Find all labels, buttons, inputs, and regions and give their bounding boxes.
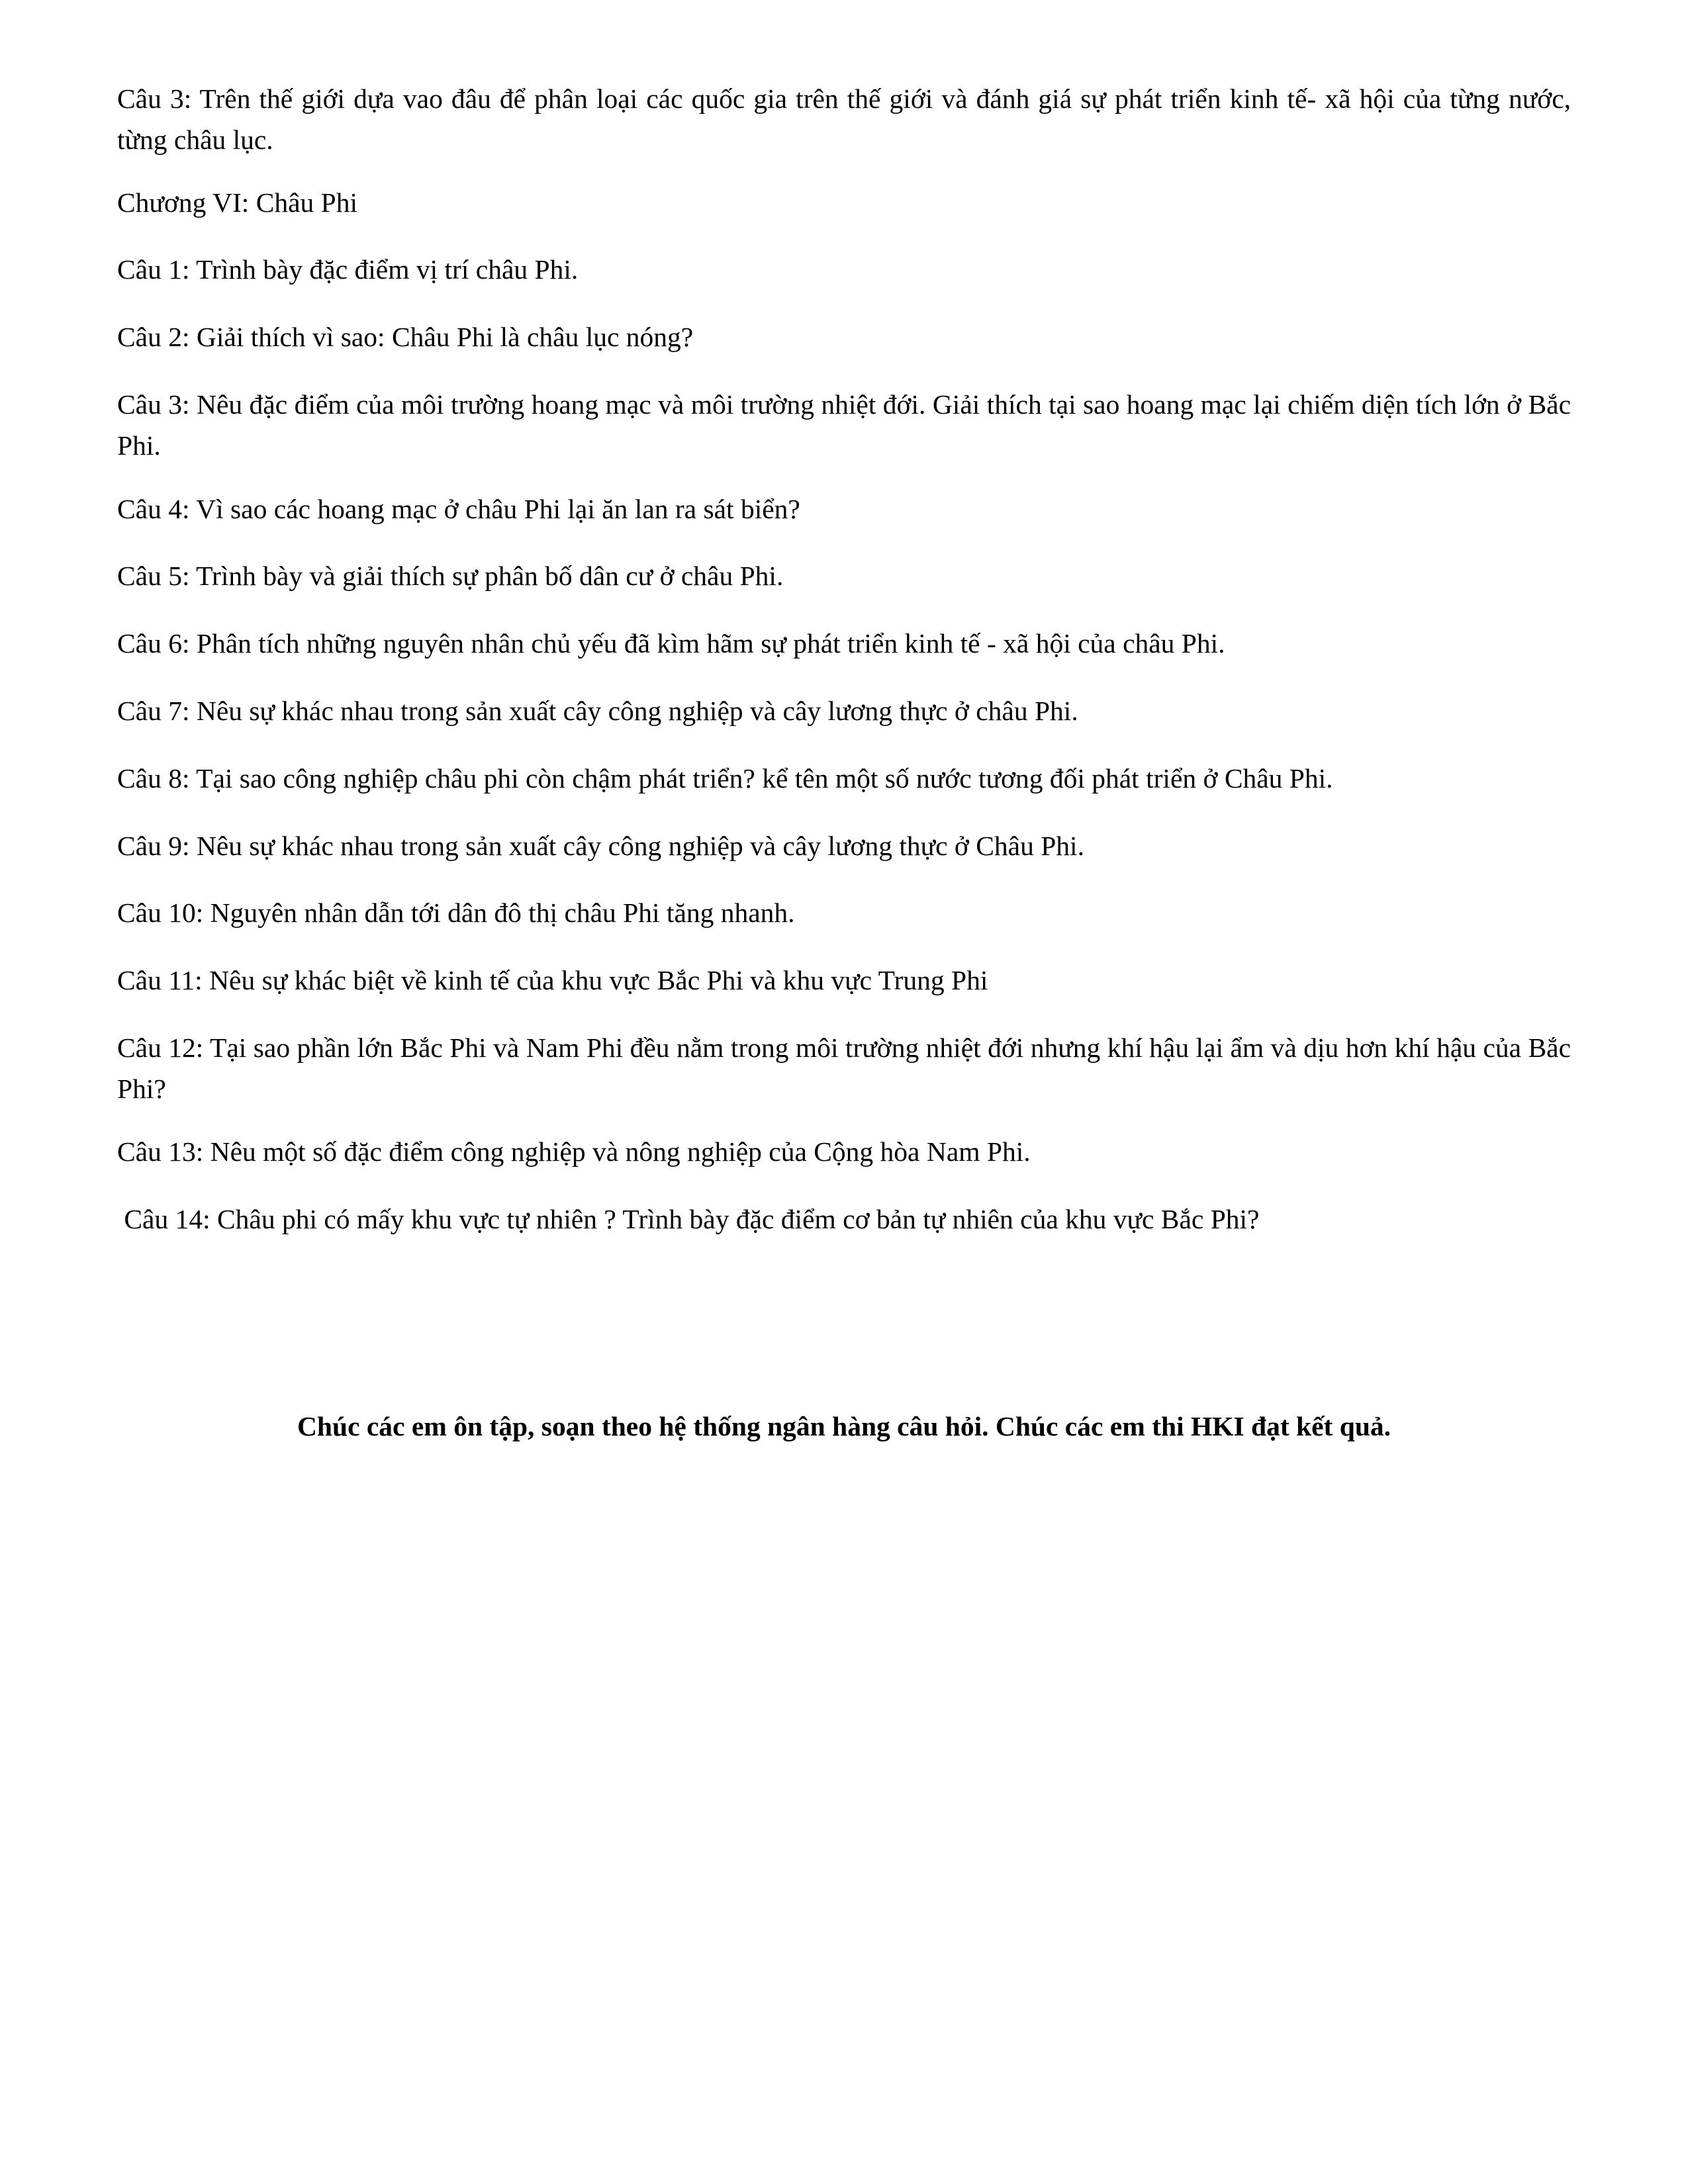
question-3: Câu 3: Nêu đặc điểm của môi trường hoang mạc và môi trường nhiệt đới. Giải thích tại sao hoang mạc lại chiếm diện tích lớn ở Bắc Phi.	[117, 389, 1571, 461]
question-7: Câu 7: Nêu sự khác nhau trong sản xuất cây công nghiệp và cây lương thực ở châu Phi.	[117, 696, 1078, 726]
chapter-title: Chương VI: Châu Phi	[117, 187, 358, 218]
intro-question: Câu 3: Trên thế giới dựa vao đâu để phân loại các quốc gia trên thế giới và đánh giá sự phát triển kinh tế- xã hội của từng nước, từng châu lục.	[117, 83, 1571, 155]
question-5: Câu 5: Trình bày và giải thích sự phân bố dân cư ở châu Phi.	[117, 561, 784, 591]
question-11: Câu 11: Nêu sự khác biệt về kinh tế của khu vực Bắc Phi và khu vực Trung Phi	[117, 965, 988, 995]
question-4: Câu 4: Vì sao các hoang mạc ở châu Phi lại ăn lan ra sát biển?	[117, 494, 800, 524]
question-1: Câu 1: Trình bày đặc điểm vị trí châu Phi.	[117, 254, 579, 285]
question-2: Câu 2: Giải thích vì sao: Châu Phi là châu lục nóng?	[117, 322, 694, 352]
question-10: Câu 10: Nguyên nhân dẫn tới dân đô thị châu Phi tăng nhanh.	[117, 897, 795, 928]
closing-message: Chúc các em ôn tập, soạn theo hệ thống ngân hàng câu hỏi. Chúc các em thi HKI đạt kết quả.	[297, 1411, 1391, 1441]
question-14: Câu 14: Châu phi có mấy khu vực tự nhiên ? Trình bày đặc điểm cơ bản tự nhiên của khu vực Bắc Phi?	[117, 1204, 1260, 1234]
question-12: Câu 12: Tại sao phần lớn Bắc Phi và Nam Phi đều nằm trong môi trường nhiệt đới nhưng khí hậu lại ẩm và dịu hơn khí hậu của Bắc Phi?	[117, 1032, 1571, 1104]
question-13: Câu 13: Nêu một số đặc điểm công nghiệp và nông nghiệp của Cộng hòa Nam Phi.	[117, 1136, 1031, 1167]
question-8: Câu 8: Tại sao công nghiệp châu phi còn chậm phát triển? kể tên một số nước tương đối phát triển ở Châu Phi.	[117, 763, 1333, 794]
question-9: Câu 9: Nêu sự khác nhau trong sản xuất cây công nghiệp và cây lương thực ở Châu Phi.	[117, 831, 1084, 861]
question-6: Câu 6: Phân tích những nguyên nhân chủ yếu đã kìm hãm sự phát triển kinh tế - xã hội của châu Phi.	[117, 628, 1225, 659]
